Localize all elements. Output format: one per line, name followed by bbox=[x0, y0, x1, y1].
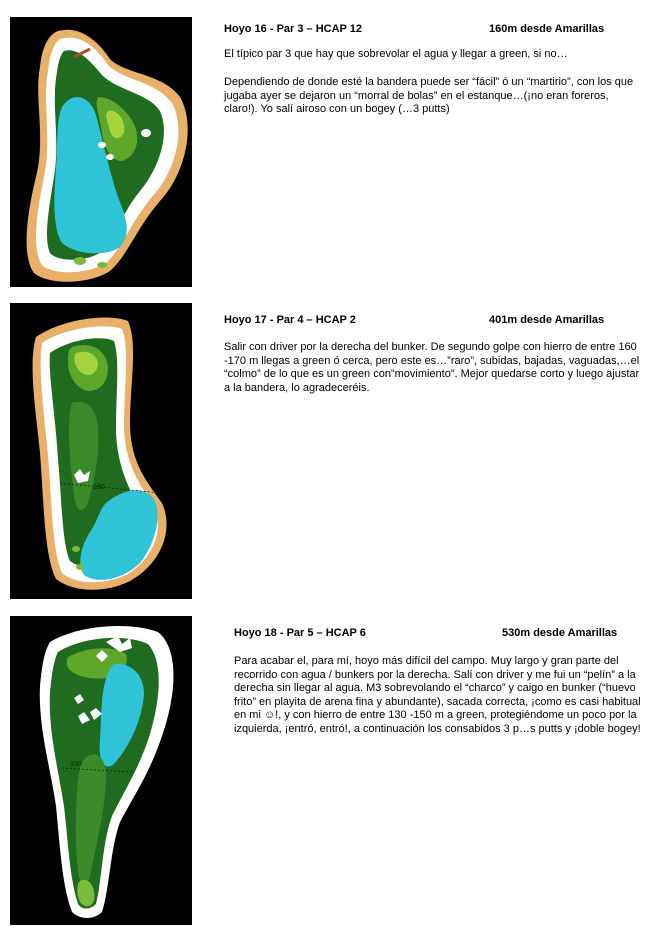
hole-17-title: Hoyo 17 - Par 4 – HCAP 2 bbox=[224, 314, 356, 326]
hole-17-description-text: Salir con driver por la derecha del bunker. De segundo golpe con hierro de entre 160 -170 m llegas a green ó cerca, pero este es…”raro”, subidas, bajadas, vaguadas,…el “colmo” de lo que es un green con”movimiento”. Mejor quedarse corto y luego ajustar a la bandera, lo agradeceréis. bbox=[224, 341, 640, 394]
hole-18-title: Hoyo 18 - Par 5 – HCAP 6 bbox=[234, 627, 366, 639]
hole-18-yardage-marker: 330 bbox=[70, 761, 82, 768]
hole-16-title: Hoyo 16 - Par 3 – HCAP 12 bbox=[224, 23, 362, 35]
hole-17-yardage-marker: 190 bbox=[93, 484, 105, 491]
hole-16-distance: 160m desde Amarillas bbox=[489, 23, 605, 35]
hole-16-intro-text: El típico par 3 que hay que sobrevolar el agua y llegar a green, si no… bbox=[224, 48, 568, 60]
hole-16-map bbox=[10, 17, 192, 287]
hole-18-illustration bbox=[10, 616, 192, 925]
hole-17-distance: 401m desde Amarillas bbox=[489, 314, 605, 326]
hole-18-distance: 530m desde Amarillas bbox=[502, 627, 618, 639]
hole-16-description-text: Dependiendo de donde esté la bandera puede ser “fácil” ó un “martirio”, con los que jugaba ayer se dejaron un “morral de bolas” en el estanque…(¡no eran foreros, claro!). Yo salí airoso con un bogey (…3 putts) bbox=[224, 76, 634, 115]
hole-18-description-text: Para acabar el, para mí, hoyo más difícil del campo. Muy largo y gran parte del recorrido con agua / bunkers por la derecha. Salí con driver y me fui un “pelín” a la derecha sin llegar al agua. M3 sobrevolando el “charco” y caigo en bunker (“huevo frito” en playita de arena fina y abundante), sacada correcta, ¡como es casi habitual en mi ☺!, y con hierro de entre 130 -150 m a green, protegiéndome un poco por la izquierda, ¡entró, entró!, a continuación los consabidos 3 p…s putts y ¡doble bogey! bbox=[234, 655, 641, 735]
hole-17-illustration bbox=[10, 303, 192, 599]
hole-18-map bbox=[10, 616, 192, 925]
hole-17-map bbox=[10, 303, 192, 599]
hole-16-illustration bbox=[10, 17, 192, 287]
